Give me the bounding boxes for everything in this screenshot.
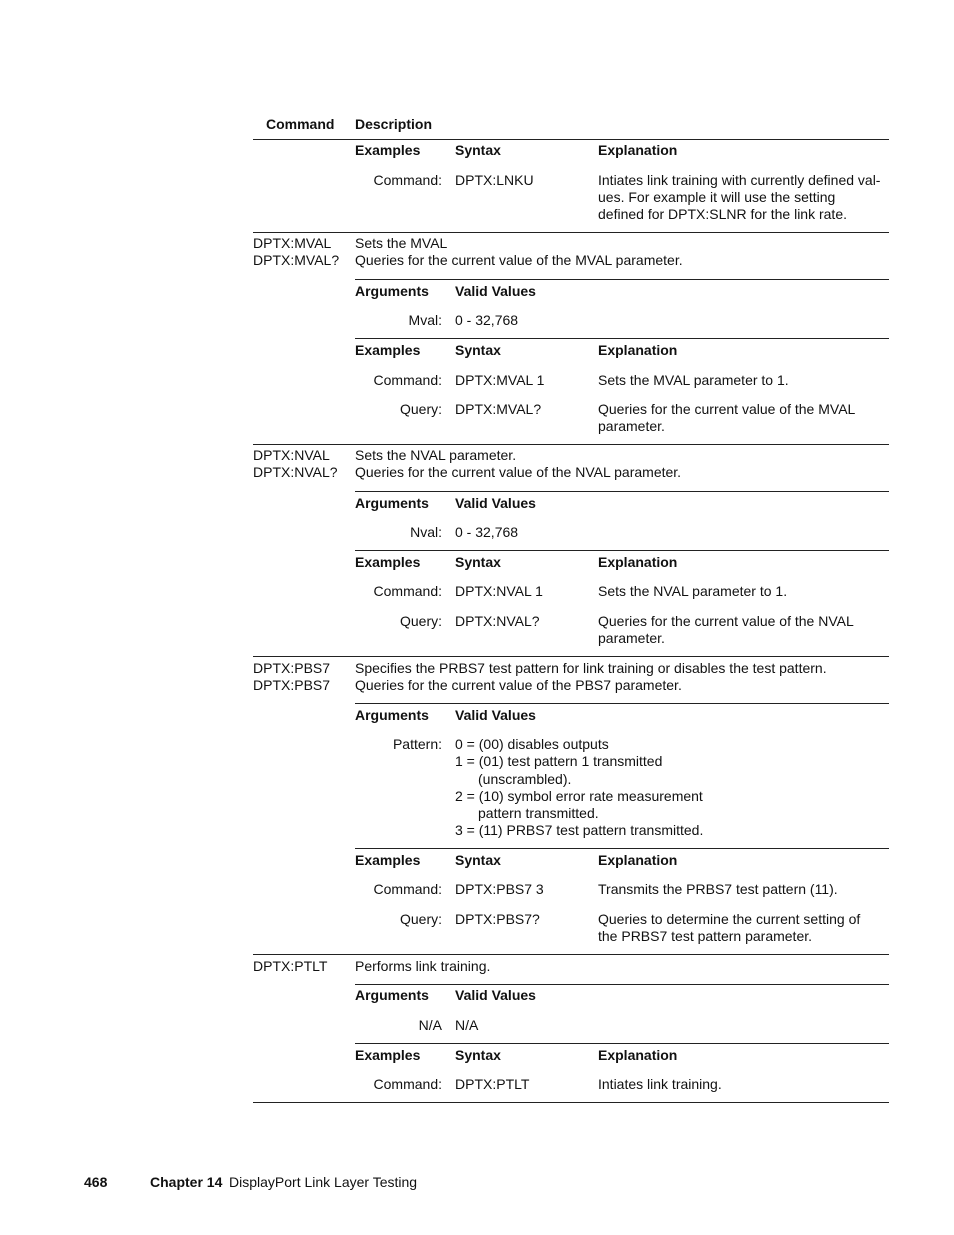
example-label: Query:	[399, 401, 442, 417]
divider	[355, 1043, 889, 1044]
examples-heading: Examples	[355, 342, 421, 358]
explanation-heading: Explanation	[598, 1047, 678, 1063]
command-name: DPTX:PBS7	[253, 660, 331, 676]
example-label: Command:	[373, 372, 442, 388]
example-syntax: DPTX:NVAL?	[455, 613, 540, 629]
explanation-heading: Explanation	[598, 342, 678, 358]
example-explanation: Sets the MVAL parameter to 1.	[598, 372, 789, 388]
divider	[253, 444, 889, 445]
divider	[355, 491, 889, 492]
argument-label: Mval:	[408, 312, 442, 328]
example-syntax: DPTX:PTLT	[455, 1076, 530, 1092]
arguments-heading: Arguments	[355, 495, 429, 511]
argument-value: N/A	[455, 1017, 479, 1033]
example-label: Command:	[373, 881, 442, 897]
valid-values-heading: Valid Values	[455, 495, 536, 511]
divider	[253, 954, 889, 955]
arguments-heading: Arguments	[355, 987, 429, 1003]
example-explanation: defined for DPTX:SLNR for the link rate.	[598, 206, 847, 222]
command-description: Specifies the PRBS7 test pattern for link training or disables the test pattern.	[355, 660, 827, 676]
example-label: Command:	[373, 172, 442, 188]
column-header-command: Command	[266, 116, 335, 132]
command-name: DPTX:NVAL	[253, 447, 330, 463]
explanation-heading: Explanation	[598, 852, 678, 868]
argument-value: 0 - 32,768	[455, 312, 519, 328]
example-syntax: DPTX:PBS7?	[455, 911, 540, 927]
command-name: DPTX:PBS7	[253, 677, 331, 693]
divider	[355, 550, 889, 551]
page-number: 468	[84, 1174, 108, 1190]
examples-heading: Examples	[355, 1047, 421, 1063]
argument-value: 2 = (10) symbol error rate measurement	[455, 788, 703, 804]
argument-value: pattern transmitted.	[478, 805, 599, 821]
example-label: Query:	[399, 911, 442, 927]
argument-value: 0 - 32,768	[455, 524, 519, 540]
example-syntax: DPTX:PBS7 3	[455, 881, 544, 897]
example-explanation: ues. For example it will use the setting	[598, 189, 836, 205]
argument-value: (unscrambled).	[478, 771, 572, 787]
divider	[253, 1102, 889, 1103]
command-description: Queries for the current value of the NVAL parameter.	[355, 464, 682, 480]
examples-heading: Examples	[355, 142, 421, 158]
example-syntax: DPTX:NVAL 1	[455, 583, 543, 599]
divider	[253, 139, 889, 140]
valid-values-heading: Valid Values	[455, 283, 536, 299]
example-explanation: Queries for the current value of the MVAL	[598, 401, 856, 417]
column-header-description: Description	[355, 116, 433, 132]
argument-value: 1 = (01) test pattern 1 transmitted	[455, 753, 663, 769]
example-label: Command:	[373, 1076, 442, 1092]
explanation-heading: Explanation	[598, 142, 678, 158]
command-name: DPTX:MVAL?	[253, 252, 340, 268]
syntax-heading: Syntax	[455, 852, 501, 868]
syntax-heading: Syntax	[455, 554, 501, 570]
divider	[355, 848, 889, 849]
valid-values-heading: Valid Values	[455, 987, 536, 1003]
divider	[253, 232, 889, 233]
example-syntax: DPTX:MVAL?	[455, 401, 542, 417]
argument-label: Nval:	[410, 524, 442, 540]
example-explanation: Queries for the current value of the NVAL	[598, 613, 854, 629]
command-name: DPTX:NVAL?	[253, 464, 338, 480]
chapter-label: Chapter 14	[150, 1174, 223, 1190]
divider	[355, 338, 889, 339]
command-description: Queries for the current value of the MVAL parameter.	[355, 252, 683, 268]
example-explanation: parameter.	[598, 418, 665, 434]
explanation-heading: Explanation	[598, 554, 678, 570]
command-name: DPTX:PTLT	[253, 958, 328, 974]
syntax-heading: Syntax	[455, 142, 501, 158]
command-description: Sets the MVAL	[355, 235, 448, 251]
chapter-title: DisplayPort Link Layer Testing	[229, 1174, 418, 1190]
arguments-heading: Arguments	[355, 707, 429, 723]
example-syntax: DPTX:MVAL 1	[455, 372, 545, 388]
command-description: Sets the NVAL parameter.	[355, 447, 517, 463]
argument-label: N/A	[418, 1017, 442, 1033]
example-explanation: Sets the NVAL parameter to 1.	[598, 583, 788, 599]
example-explanation: Transmits the PRBS7 test pattern (11).	[598, 881, 838, 897]
examples-heading: Examples	[355, 852, 421, 868]
arguments-heading: Arguments	[355, 283, 429, 299]
divider	[355, 703, 889, 704]
command-description: Queries for the current value of the PBS7 parameter.	[355, 677, 682, 693]
example-explanation: the PRBS7 test pattern parameter.	[598, 928, 813, 944]
syntax-heading: Syntax	[455, 1047, 501, 1063]
argument-value: 3 = (11) PRBS7 test pattern transmitted.	[455, 822, 704, 838]
divider	[355, 279, 889, 280]
valid-values-heading: Valid Values	[455, 707, 536, 723]
divider	[355, 984, 889, 985]
syntax-heading: Syntax	[455, 342, 501, 358]
example-explanation: Intiates link training.	[598, 1076, 722, 1092]
command-description: Performs link training.	[355, 958, 491, 974]
command-name: DPTX:MVAL	[253, 235, 332, 251]
divider	[253, 656, 889, 657]
example-explanation: Intiates link training with currently defined val-	[598, 172, 881, 188]
examples-heading: Examples	[355, 554, 421, 570]
example-label: Command:	[373, 583, 442, 599]
example-label: Query:	[399, 613, 442, 629]
example-explanation: parameter.	[598, 630, 665, 646]
example-syntax: DPTX:LNKU	[455, 172, 534, 188]
argument-value: 0 = (00) disables outputs	[455, 736, 609, 752]
example-explanation: Queries to determine the current setting of	[598, 911, 861, 927]
argument-label: Pattern:	[392, 736, 442, 752]
